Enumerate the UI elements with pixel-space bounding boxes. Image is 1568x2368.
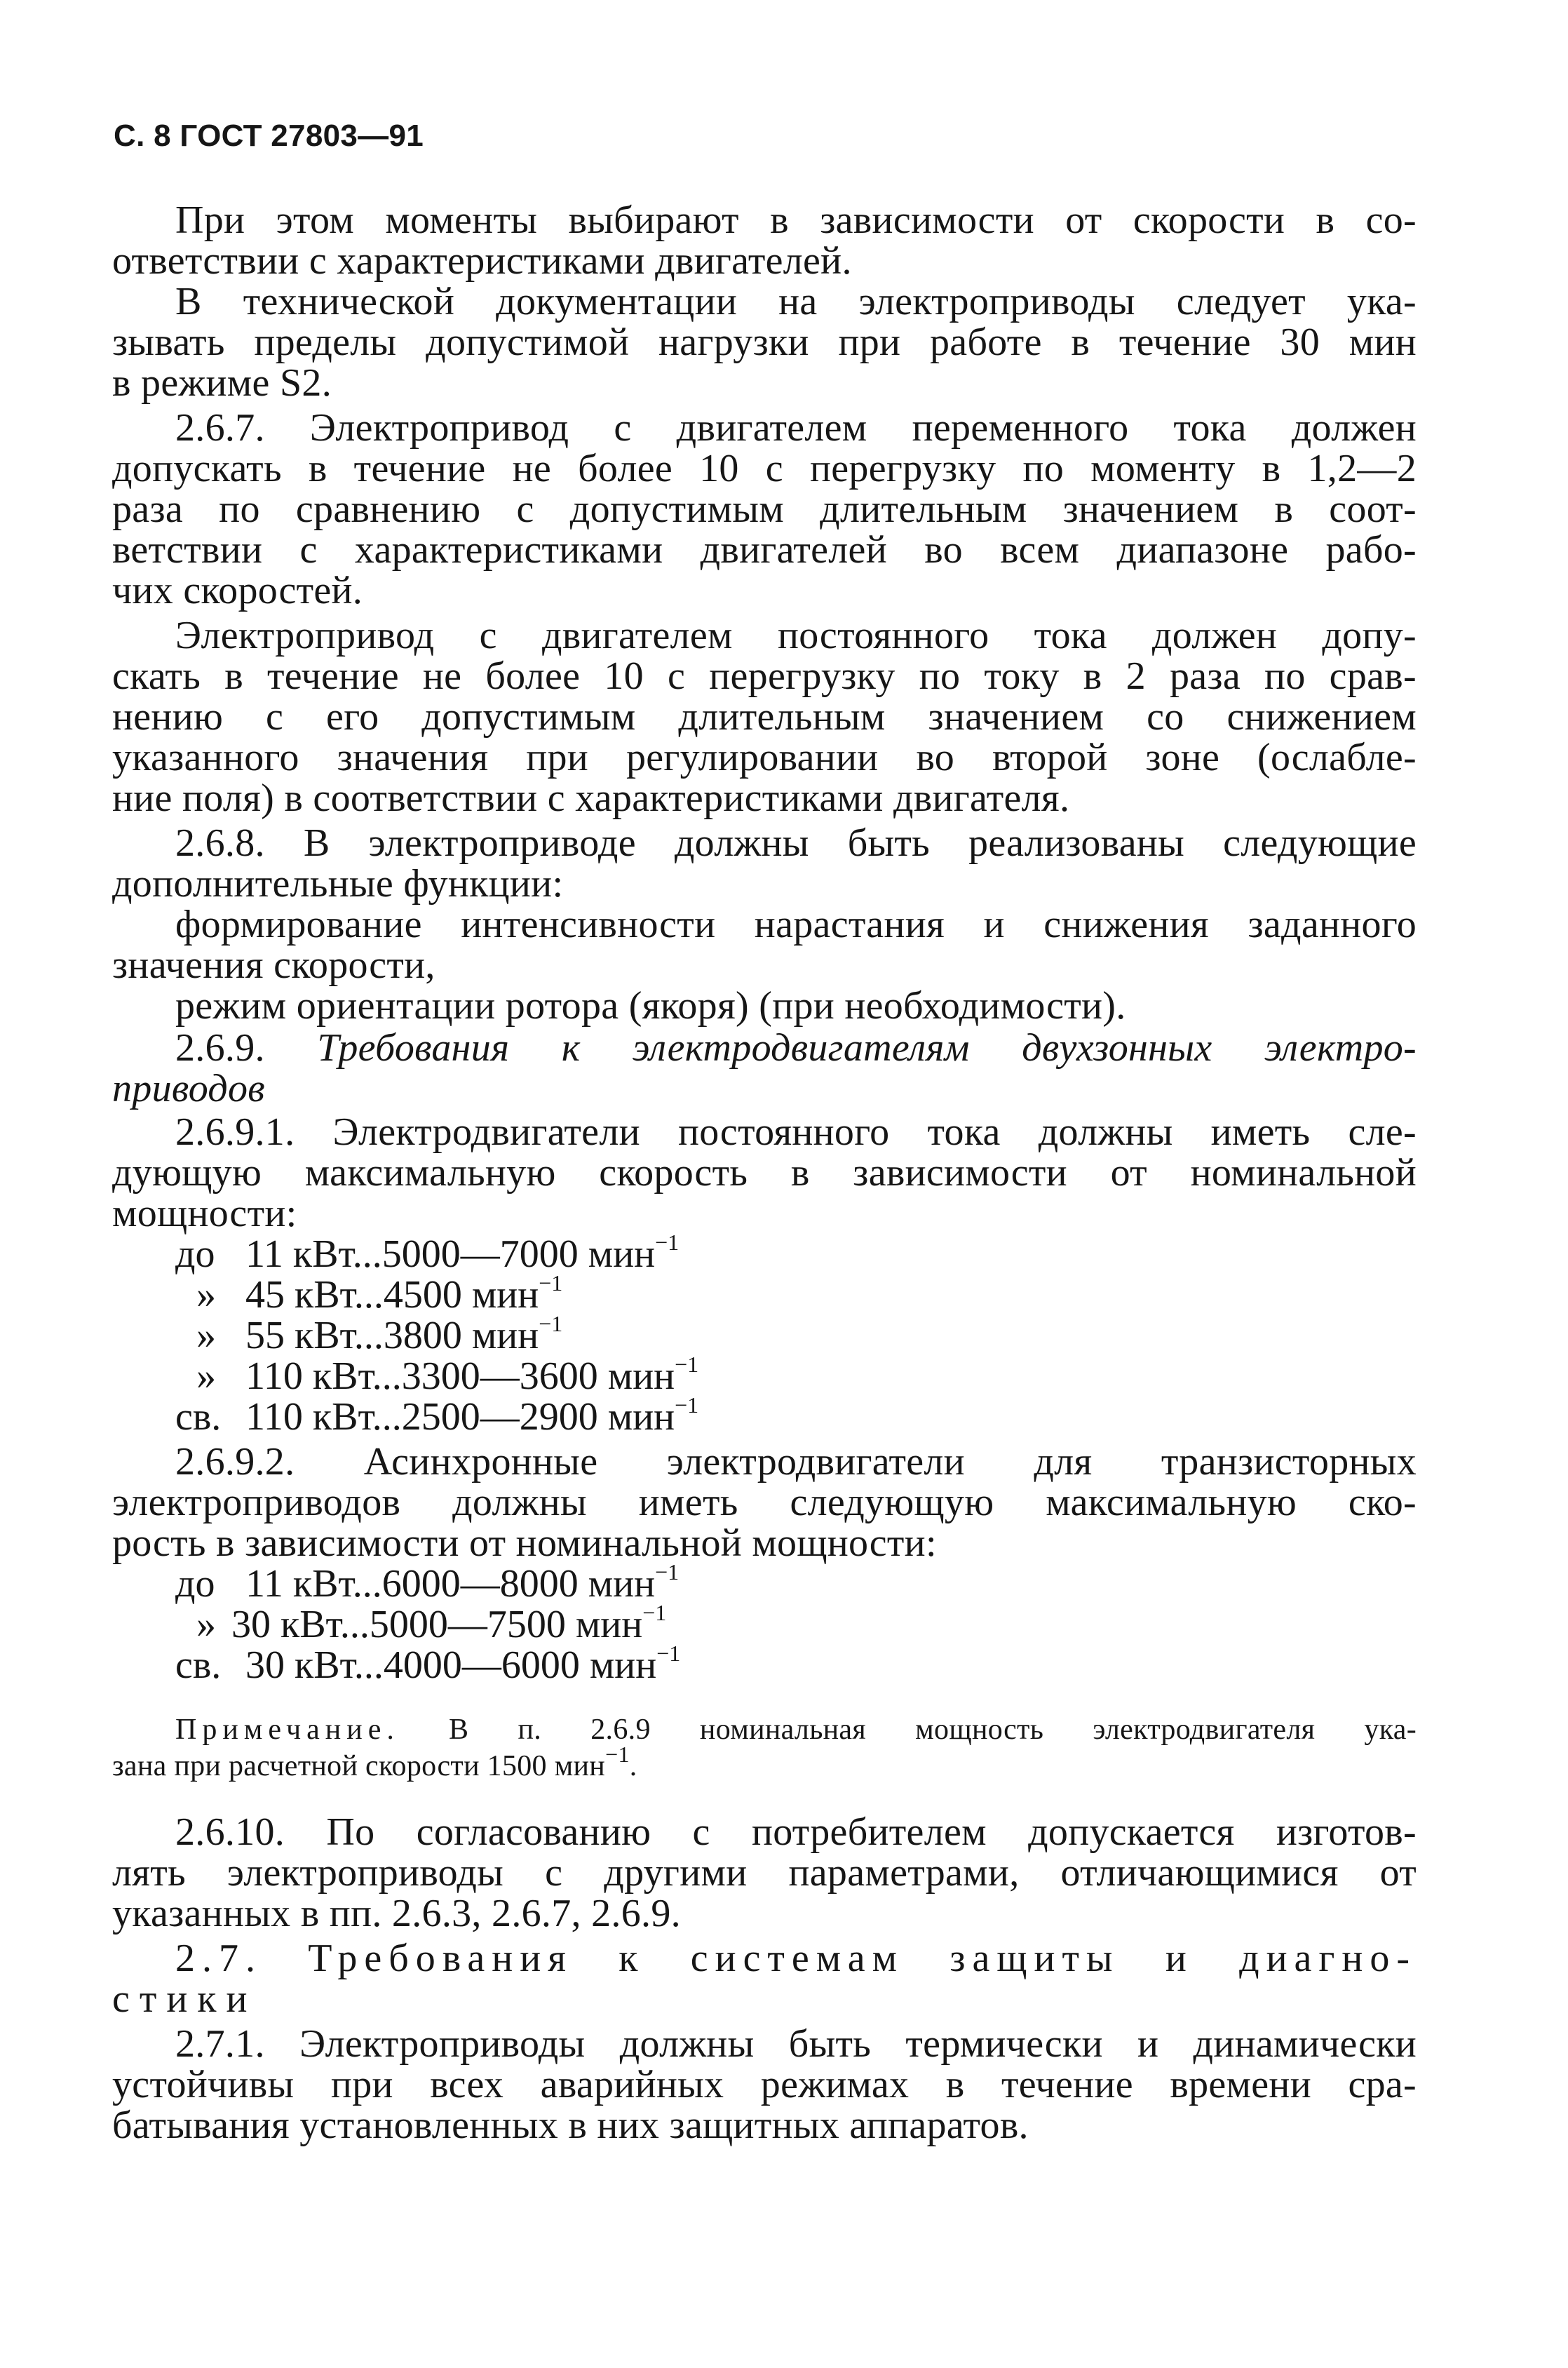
list-dots: ... xyxy=(353,1273,384,1317)
text-line: Электропривод с двигателем постоянного тока должен допу- xyxy=(175,614,1417,657)
page-header: С. 8 ГОСТ 27803—91 xyxy=(114,119,424,153)
list-dots: ... xyxy=(352,1232,382,1276)
list-exponent: −1 xyxy=(539,1270,563,1296)
text-line: лять электроприводы с другими параметрами, отличающимися от xyxy=(112,1851,1417,1895)
text-line: рость в зависимости от номинальной мощности: xyxy=(112,1521,937,1565)
text-line: нению с его допустимым длительным значением со снижением xyxy=(112,695,1417,739)
text-line: стики xyxy=(112,1977,257,2021)
note-text: зана при расчетной скорости 1500 мин xyxy=(112,1750,606,1782)
list-item xyxy=(175,1643,680,1688)
note xyxy=(175,1711,1417,1748)
list-power: 110 кВт xyxy=(245,1395,372,1439)
text-line: электроприводов должны иметь следующую максимальную ско- xyxy=(112,1481,1417,1524)
list-item xyxy=(175,1561,679,1606)
text-line: При этом моменты выбирают в зависимости от скорости в со- xyxy=(175,199,1417,242)
text-line: указанного значения при регулировании во второй зоне (ослабле- xyxy=(112,736,1417,779)
list-dots: ... xyxy=(353,1314,384,1357)
list-speed: 5000—7500 мин xyxy=(369,1603,643,1646)
list-prefix: » xyxy=(196,1314,216,1357)
list-speed: 3800 мин xyxy=(383,1314,539,1357)
text-line: указанных в пп. 2.6.3, 2.6.7, 2.6.9. xyxy=(112,1892,681,1935)
list-exponent: −1 xyxy=(675,1392,699,1418)
text-line: батывания установленных в них защитных аппаратов. xyxy=(112,2104,1029,2147)
list-power: 11 кВт xyxy=(245,1232,353,1276)
section-heading-2-6-9 xyxy=(175,1025,1417,1070)
list-exponent: −1 xyxy=(655,1230,680,1256)
text-line: 2.6.8. В электроприводе должны быть реализованы следующие xyxy=(175,821,1417,865)
list-speed: 3300—3600 мин xyxy=(401,1354,675,1398)
list-speed: 5000—7000 мин xyxy=(381,1232,656,1276)
list-prefix: » xyxy=(196,1273,216,1317)
note-continued xyxy=(112,1742,637,1784)
list-speed: 6000—8000 мин xyxy=(381,1562,656,1606)
text-line: дополнительные функции: xyxy=(112,862,564,906)
list-prefix: св. xyxy=(175,1643,222,1687)
list-power: 11 кВт xyxy=(245,1562,353,1606)
text-line: чих скоростей. xyxy=(112,569,363,612)
list-power: 55 кВт xyxy=(245,1314,354,1357)
list-item xyxy=(196,1313,562,1358)
list-prefix: св. xyxy=(175,1395,222,1439)
note-text: В п. 2.6.9 номинальная мощность электродвигателя ука- xyxy=(399,1714,1417,1746)
list-exponent: −1 xyxy=(642,1600,667,1626)
list-dots: ... xyxy=(372,1354,402,1398)
list-speed: 4500 мин xyxy=(383,1273,539,1317)
text-line: ответствии с характеристиками двигателей. xyxy=(112,239,852,283)
text-line: ние поля) в соответствии с характеристиками двигателя. xyxy=(112,776,1070,820)
list-exponent: −1 xyxy=(656,1641,681,1667)
text-line: ветствии с характеристиками двигателей во всем диапазоне рабо- xyxy=(112,528,1417,572)
text-line: устойчивы при всех аварийных режимах в течение времени сра- xyxy=(112,2063,1417,2106)
list-prefix: до xyxy=(175,1562,215,1606)
note-exponent: −1 xyxy=(605,1742,630,1767)
text-line: В технической документации на электроприводы следует ука- xyxy=(175,280,1417,323)
text-line: 2.6.9.2. Асинхронные электродвигатели для транзисторных xyxy=(175,1440,1417,1484)
note-label: Примечание. xyxy=(175,1714,400,1746)
list-dots: ... xyxy=(352,1562,382,1606)
list-dots: ... xyxy=(372,1395,402,1439)
text-line: 2.7.1. Электроприводы должны быть термически и динамически xyxy=(175,2022,1417,2066)
text-line: в режиме S2. xyxy=(112,361,332,405)
list-exponent: −1 xyxy=(539,1311,563,1337)
text-line: 2.6.9.1. Электродвигатели постоянного тока должны иметь сле- xyxy=(175,1110,1417,1154)
text-line: дующую максимальную скорость в зависимости от номинальной xyxy=(112,1151,1417,1195)
text-line: значения скорости, xyxy=(112,943,435,987)
text-line: мощности: xyxy=(112,1192,297,1235)
list-speed: 4000—6000 мин xyxy=(383,1643,657,1687)
text-line: скать в течение не более 10 с перегрузку по току в 2 раза по срав- xyxy=(112,654,1417,698)
list-item xyxy=(196,1602,666,1647)
text-line: зывать пределы допустимой нагрузки при работе в течение 30 мин xyxy=(112,321,1417,364)
list-item xyxy=(196,1272,562,1317)
text-line: формирование интенсивности нарастания и снижения заданного xyxy=(175,903,1417,946)
list-speed: 2500—2900 мин xyxy=(401,1395,675,1439)
text-line: 2.6.10. По согласованию с потребителем допускается изготов- xyxy=(175,1810,1417,1854)
list-item xyxy=(175,1394,698,1439)
section-title: Требования к электродвигателям двухзонных электро- xyxy=(317,1026,1417,1070)
list-item xyxy=(196,1354,698,1399)
list-prefix: до xyxy=(175,1232,215,1276)
list-prefix: » xyxy=(196,1354,216,1398)
text-line: 2.6.7. Электропривод с двигателем переменного тока должен xyxy=(175,406,1417,450)
section-heading-2-7: 2.7. Требования к системам защиты и диагно- xyxy=(175,1937,1417,1980)
list-power: 30 кВт xyxy=(245,1643,354,1687)
list-power: 45 кВт xyxy=(245,1273,354,1317)
note-end: . xyxy=(629,1750,637,1782)
list-dots: ... xyxy=(339,1603,370,1646)
list-power: 30 кВт xyxy=(231,1603,340,1646)
list-exponent: −1 xyxy=(655,1559,680,1585)
text-line: раза по сравнению с допустимым длительным значением в соот- xyxy=(112,487,1417,531)
list-item xyxy=(175,1232,679,1277)
list-prefix: » xyxy=(196,1603,216,1646)
text-line: допускать в течение не более 10 с перегрузку по моменту в 1,2—2 xyxy=(112,447,1417,490)
list-power: 110 кВт xyxy=(245,1354,372,1398)
text-line: режим ориентации ротора (якоря) (при необходимости). xyxy=(175,984,1126,1028)
list-dots: ... xyxy=(353,1643,384,1687)
list-exponent: −1 xyxy=(675,1352,699,1378)
text-line: приводов xyxy=(112,1067,265,1110)
section-number: 2.6.9. xyxy=(175,1026,318,1070)
